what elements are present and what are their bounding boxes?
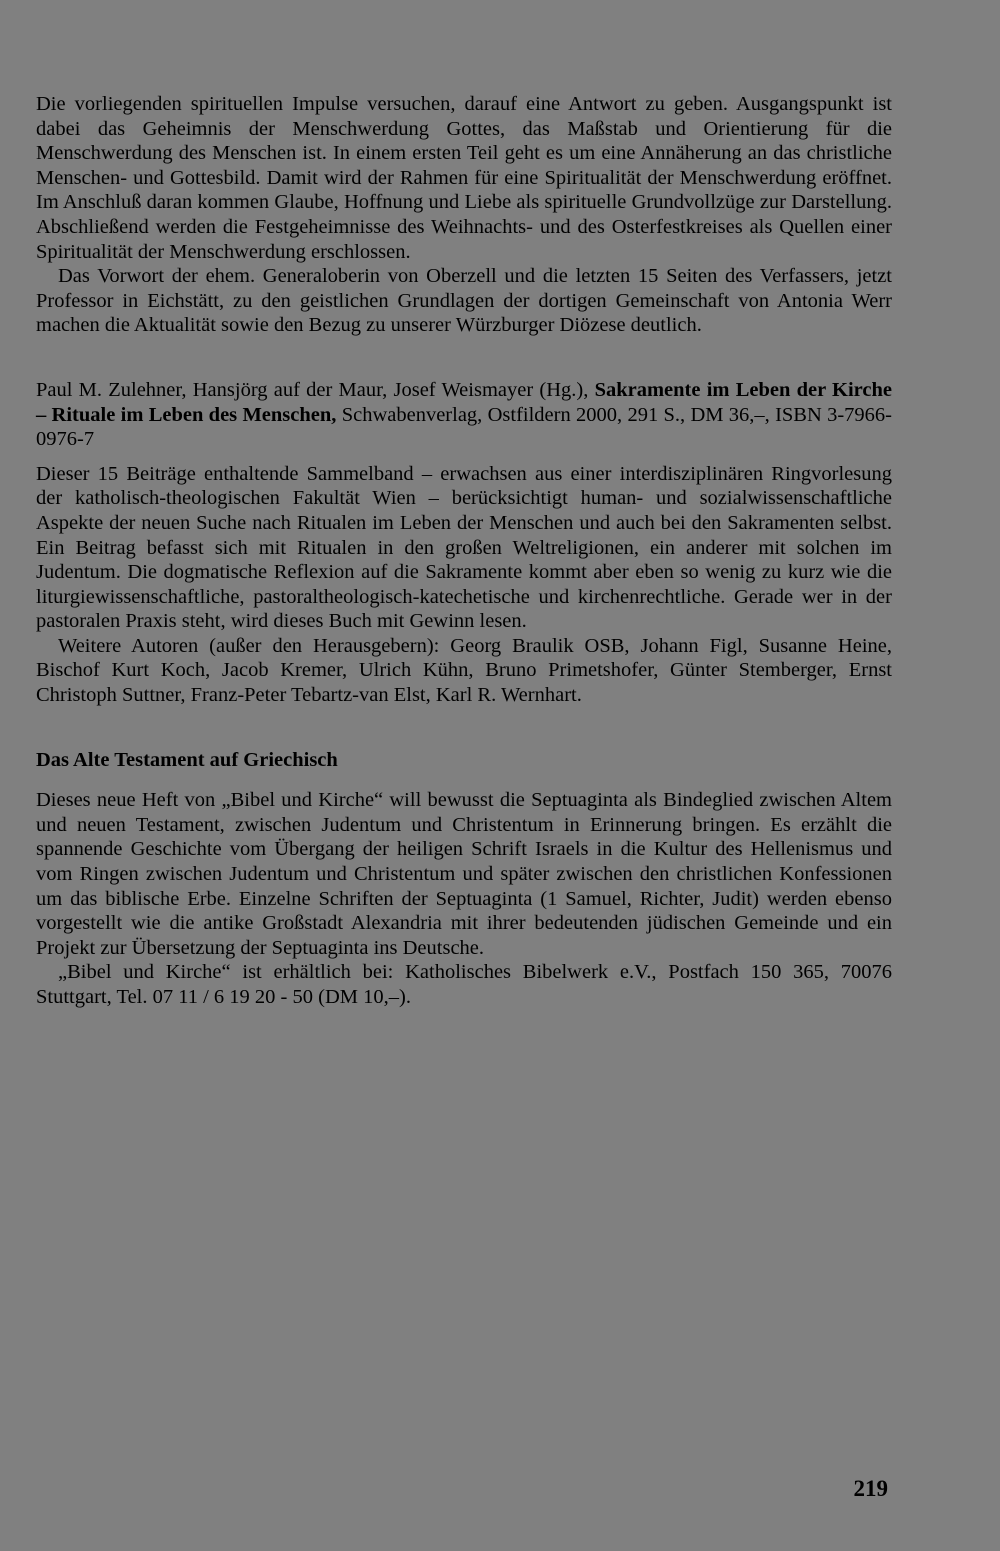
spacer [36, 452, 892, 462]
review2-book-title: Sakramente im Leben der Kirche – Rituale im Leben des Menschen, [36, 378, 893, 426]
spacer [36, 338, 892, 368]
review1-paragraph-2: Das Vorwort der ehem. Generaloberin von Oberzell und die letzten 15 Seiten des Verfassers, jetzt Professor in Eichstätt, zu den geistlichen Grundlagen der dortigen Gemeinschaft von Antonia Werr machen die Aktualität sowie den Bezug zu unserer Würzburger Diözese deutlich. [36, 265, 892, 337]
spacer [36, 708, 892, 738]
page-number: 219 [853, 1476, 888, 1501]
review2-paragraph-1: Dieser 15 Beiträge enthaltende Sammelband – erwachsen aus einer interdisziplinären Ringvorlesung der katholisch-theologischen Fakultät Wien – berücksichtigt human- und sozialwissenschaftliche Aspekte der neuen Suche nach Ritualen im Leben der Menschen und auch bei den Sakramenten selbst. Ein Beitrag befasst sich mit Ritualen in den großen Weltreligionen, ein anderer mit solchen im Judentum. Die dogmatische Reflexion auf die Sakramente kommt aber eben so wenig zu kurz wie die liturgiewissenschaftliche, pastoraltheologisch-katechetische und kirchenrechtliche. Gerade wer in der pastoralen Praxis steht, wird dieses Buch mit Gewinn lesen. [36, 462, 892, 633]
page-body [36, 92, 892, 1010]
section3-paragraph-2: „Bibel und Kirche“ ist erhältlich bei: Katholisches Bibelwerk e.V., Postfach 150 365, 70076 Stuttgart, Tel. 07 11 / 6 19 20 - 50 (DM 10,–). [36, 961, 892, 1008]
spacer [36, 368, 892, 378]
review2-authors: Paul M. Zulehner, Hansjörg auf der Maur, Josef Weismayer (Hg.), [36, 378, 595, 401]
review2-bibliography [36, 378, 892, 452]
review1-paragraph-1: Die vorliegenden spirituellen Impulse versuchen, darauf eine Antwort zu geben. Ausgangspunkt ist dabei das Geheimnis der Menschwerdung Gottes, das Maßstab und Orientierung für die Menschwerdung des Menschen ist. In einem ersten Teil geht es um eine Annäherung an das christliche Menschen- und Gottesbild. Damit wird der Rahmen für eine Spiritualität der Menschwerdung eröffnet. Im Anschluß daran kommen Glaube, Hoffnung und Liebe als spirituelle Grundvollzüge zur Darstellung. Abschließend werden die Festgeheimnisse des Weihnachts- und des Osterfestkreises als Quellen einer Spiritualität der Menschwerdung erschlossen. [36, 93, 892, 263]
review2-paragraph-2: Weitere Autoren (außer den Herausgebern): Georg Braulik OSB, Johann Figl, Susanne Heine, Bischof Kurt Koch, Jacob Kremer, Ulrich Kühn, Bruno Primetshofer, Günter Stemberger, Ernst Christoph Suttner, Franz-Peter Tebartz-van Elst, Karl R. Wernhart. [36, 634, 892, 707]
spacer [36, 738, 892, 748]
section3-paragraph-1: Dieses neue Heft von „Bibel und Kirche“ will bewusst die Septuaginta als Bindeglied zwischen Altem und neuen Testament, zwischen Judentum und Christentum in Erinnerung bringen. Es erzählt die spannende Geschichte vom Übergang der heiligen Schrift Israels in die Kultur des Hellenismus und vom Ringen zwischen Judentum und Christentum und später zwischen den christlichen Konfessionen um das biblische Erbe. Einzelne Schriften der Septuaginta (1 Samuel, Richter, Judit) werden ebenso vorgestellt wie die antike Großstadt Alexandria mit ihrer bedeutenden jüdischen Gemeinde und ein Projekt zur Übersetzung der Septuaginta ins Deutsche. [36, 789, 892, 959]
review2-publisher: Schwabenverlag, Ostfildern 2000, 291 S., DM 36,–, ISBN 3-7966-0976-7 [36, 403, 892, 451]
section-heading: Das Alte Testament auf Griechisch [36, 748, 338, 771]
spacer [36, 778, 892, 788]
